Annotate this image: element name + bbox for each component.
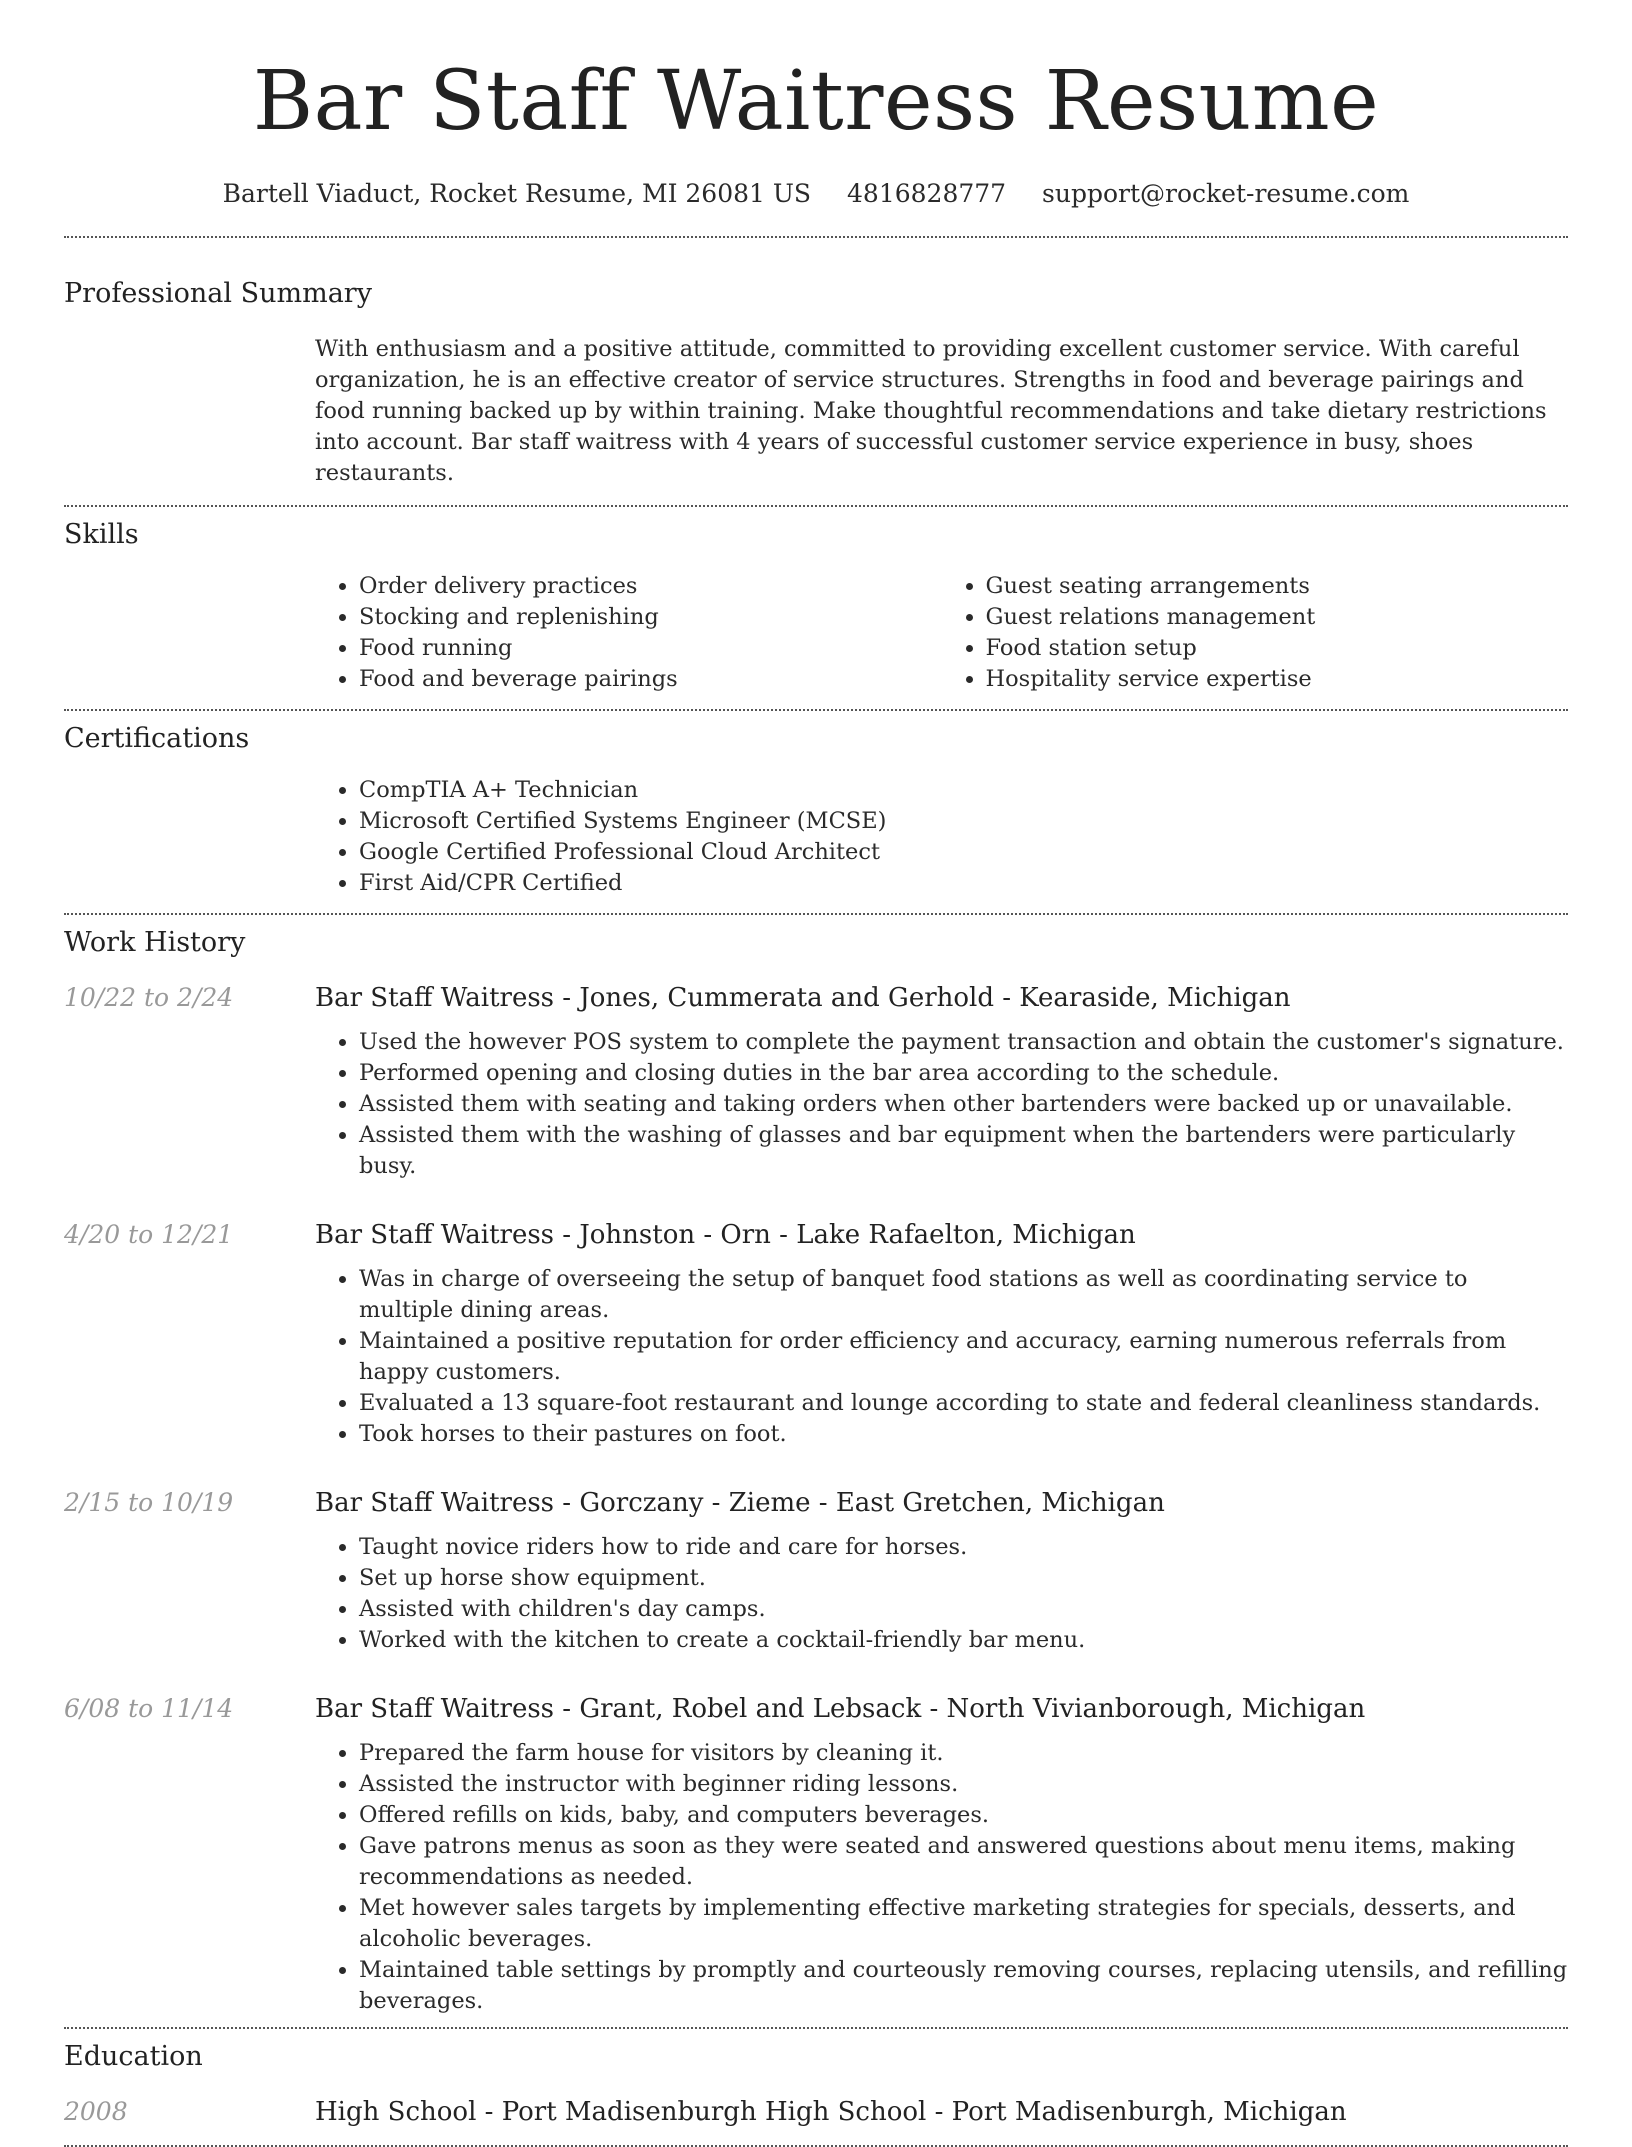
certification-item: • Google Certified Professional Cloud Architect [359, 837, 1568, 868]
job-bullets [315, 1027, 1568, 1182]
job-bullet: • Offered refills on kids, baby, and computers beverages. [359, 1800, 1568, 1831]
job-bullet: • Evaluated a 13 square-foot restaurant and lounge according to state and federal cleanliness standards. [359, 1388, 1568, 1419]
job-date: 6/08 to 11/14 [64, 1694, 234, 1723]
email: support@rocket-resume.com [1042, 179, 1410, 208]
job-bullet: • Prepared the farm house for visitors by cleaning it. [359, 1738, 1568, 1769]
education-section [64, 2039, 1568, 2129]
job-bullet: • Assisted them with the washing of glasses and bar equipment when the bartenders were particularly busy. [359, 1120, 1568, 1182]
summary-text: With enthusiasm and a positive attitude, committed to providing excellent customer service. With careful organization, he is an effective creator of service structures. Strengths in food and beverage pairings and food running backed up by within training. Make thoughtful recommendations and take dietary restrictions into account. Bar staff waitress with 4 years of successful customer service experience in busy, shoes restaurants. [315, 336, 1547, 486]
address: Bartell Viaduct, Rocket Resume, MI 26081 US [222, 179, 812, 208]
resume-page [64, 0, 1568, 2147]
divider [64, 2027, 1568, 2029]
section-heading-certifications: Certifications [64, 723, 250, 754]
job-bullet: • Assisted with children's day camps. [359, 1594, 1568, 1625]
job-bullet: • Was in charge of overseeing the setup of banquet food stations as well as coordinating service to multiple dining areas. [359, 1264, 1568, 1326]
job-bullet: • Met however sales targets by implementing effective marketing strategies for specials, desserts, and alcoholic beverages. [359, 1893, 1568, 1955]
certification-item: • Microsoft Certified Systems Engineer (MCSE) [359, 806, 1568, 837]
resume-title: Bar Staff Waitress Resume [252, 54, 1380, 149]
job-title: Bar Staff Waitress - Johnston - Orn - Lake Rafaelton, Michigan [315, 1220, 1136, 1250]
divider [64, 913, 1568, 915]
divider [64, 505, 1568, 507]
job-bullet: • Assisted them with seating and taking orders when other bartenders were backed up or unavailable. [359, 1089, 1568, 1120]
certification-item: • CompTIA A+ Technician [359, 775, 1568, 806]
job-bullet: • Taught novice riders how to ride and care for horses. [359, 1532, 1568, 1563]
section-heading-summary: Professional Summary [64, 278, 372, 309]
skill-item: • Guest seating arrangements [986, 571, 1569, 602]
skill-item: • Hospitality service expertise [986, 664, 1569, 695]
job-bullets [315, 1532, 1568, 1656]
phone: 4816828777 [847, 179, 1007, 208]
job-bullet: • Took horses to their pastures on foot. [359, 1419, 1568, 1450]
job-date: 4/20 to 12/21 [64, 1220, 234, 1249]
skill-item: • Food running [359, 633, 942, 664]
job-bullets [315, 1264, 1568, 1450]
skill-item: • Stocking and replenishing [359, 602, 942, 633]
job-bullet: • Set up horse show equipment. [359, 1563, 1568, 1594]
skill-item: • Guest relations management [986, 602, 1569, 633]
section-heading-education: Education [64, 2041, 203, 2072]
job-date: 10/22 to 2/24 [64, 983, 234, 1012]
skills-list-right [942, 571, 1569, 695]
job-entry [64, 1692, 1568, 2017]
skills-section [64, 517, 1568, 695]
job-bullet: • Maintained a positive reputation for order efficiency and accuracy, earning numerous referrals from happy customers. [359, 1326, 1568, 1388]
job-entry [64, 981, 1568, 1182]
contact-line [64, 178, 1568, 210]
section-heading-work-history: Work History [64, 927, 246, 958]
skill-item: • Order delivery practices [359, 571, 942, 602]
job-entry [64, 1486, 1568, 1656]
job-title: Bar Staff Waitress - Jones, Cummerata and Gerhold - Kearaside, Michigan [315, 983, 1291, 1013]
certifications-section [64, 721, 1568, 899]
certification-item: • First Aid/CPR Certified [359, 868, 1568, 899]
job-bullet: • Performed opening and closing duties in the bar area according to the schedule. [359, 1058, 1568, 1089]
summary-section [64, 276, 1568, 489]
skill-item: • Food and beverage pairings [359, 664, 942, 695]
work-history-section [64, 925, 1568, 2017]
job-entry [64, 1218, 1568, 1450]
skills-list-left [315, 571, 942, 695]
job-bullet: • Used the however POS system to complete the payment transaction and obtain the customer's signature. [359, 1027, 1568, 1058]
divider [64, 236, 1568, 238]
job-bullet: • Gave patrons menus as soon as they were seated and answered questions about menu items, making recommendations as needed. [359, 1831, 1568, 1893]
section-heading-skills: Skills [64, 519, 139, 550]
job-title: Bar Staff Waitress - Gorczany - Zieme - East Gretchen, Michigan [315, 1488, 1165, 1518]
skills-columns [315, 571, 1568, 695]
job-bullet: • Assisted the instructor with beginner riding lessons. [359, 1769, 1568, 1800]
job-bullet: • Worked with the kitchen to create a cocktail-friendly bar menu. [359, 1625, 1568, 1656]
education-date: 2008 [64, 2097, 128, 2126]
divider [64, 709, 1568, 711]
job-title: Bar Staff Waitress - Grant, Robel and Lebsack - North Vivianborough, Michigan [315, 1694, 1366, 1724]
job-date: 2/15 to 10/19 [64, 1488, 234, 1517]
education-title: High School - Port Madisenburgh High School - Port Madisenburgh, Michigan [315, 2097, 1347, 2127]
job-bullets [315, 1738, 1568, 2017]
certifications-list [315, 775, 1568, 899]
job-bullet: • Maintained table settings by promptly and courteously removing courses, replacing utensils, and refilling beverages. [359, 1955, 1568, 2017]
skill-item: • Food station setup [986, 633, 1569, 664]
